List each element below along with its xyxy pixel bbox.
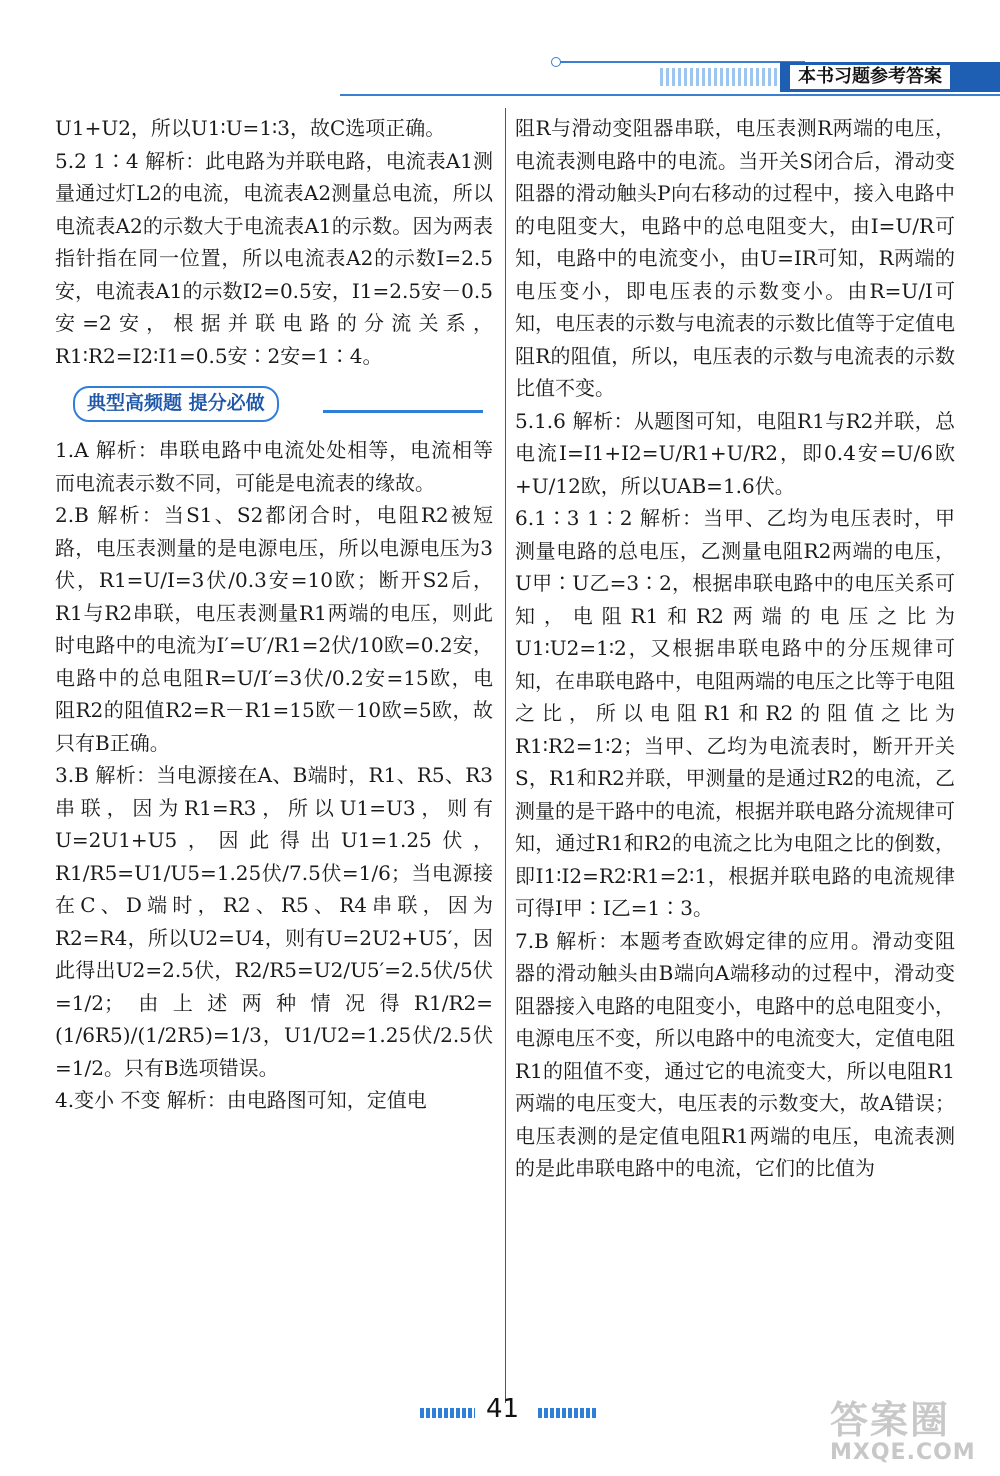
running-header-title: 本书习题参考答案	[790, 65, 950, 89]
footer-decoration-right	[538, 1408, 598, 1418]
header-rule	[555, 61, 805, 63]
column-divider	[505, 108, 506, 1403]
answer-paragraph: 6.1∶3 1∶2 解析：当甲、乙均为电压表时，甲测量电路的总电压，乙测量电阻R2两端的电压，U甲∶U乙=3∶2，根据串联电路中的电压关系可知，电阻R1和R2两端的电压之比为U1∶U2=1∶2，又根据串联电路中的分压规律可知，在串联电路中，电阻两端的电压之比等于电阻之比，所以电阻R1和R2的阻值之比为R1∶R2=1∶2；当甲、乙均为电流表时，断开开关S，R1和R2并联，甲测量的是通过R2的电流，乙测量的是干路中的电流，根据并联电路分流规律可知，通过R1和R2的电流之比为电阻之比的倒数，即I1∶I2=R2∶R1=2∶1，根据并联电路的电流规律可得I甲∶I乙=1∶3。	[515, 506, 955, 920]
section-heading-label: 典型高频题 提分必做	[73, 386, 279, 422]
right-column	[515, 112, 955, 1185]
answer-paragraph: 5.2 1∶4 解析：此电路为并联电路，电流表A1测量通过灯L2的电流，电流表A2测量总电流，所以电流表A2的示数大于电流表A1的示数。因为两表指针指在同一位置，所以电流表A2的示数I=2.5安，电流表A1的示数I2=0.5安，I1=2.5安－0.5安=2安，根据并联电路的分流关系，R1∶R2=I2∶I1=0.5安∶2安=1∶4。	[55, 148, 493, 368]
answer-paragraph: 7.B 解析：本题考查欧姆定律的应用。滑动变阻器的滑动触头由B端向A端移动的过程中，滑动变阻器接入电路的电阻变小，电路中的总电阻变小，电源电压不变，所以电路中的电流变大，定值电阻R1的阻值不变，通过它的电流变大，所以电阻R1两端的电压变大，电压表的示数变大，故A错误；电压表测的是定值电阻R1两端的电压，电流表测的是此串联电路中的电流，它们的比值为	[515, 928, 955, 1180]
answer-paragraph: 4.变小 不变 解析：由电路图可知，定值电	[55, 1088, 427, 1112]
answer-paragraph: 3.B 解析：当电源接在A、B端时，R1、R5、R3串联，因为R1=R3，所以U1=U3，则有U=2U1+U5，因此得出U1=1.25伏，R1/R5=U1/U5=1.25伏/7.5伏=1/6；当电源接在C、D端时，R2、R5、R4串联，因为R2=R4，所以U2=U4，则有U=2U2+U5′，因此得出U2=2.5伏，R2/R5=U2/U5′=2.5伏/5伏=1/2；由上述两种情况得R1/R2=(1/6R5)/(1/2R5)=1/3，U1/U2=1.25伏/2.5伏=1/2。只有B选项错误。	[55, 763, 493, 1080]
header-dot	[551, 57, 561, 67]
watermark-logo: 答案圈	[830, 1398, 951, 1442]
footer-decoration-left	[420, 1408, 475, 1418]
answer-paragraph: 5.1.6 解析：从题图可知，电阻R1与R2并联，总电流I=I1+I2=U/R1+U/R2，即0.4安=U/6欧+U/12欧，所以UAB=1.6伏。	[515, 408, 955, 498]
header-underline	[340, 94, 1000, 96]
answer-paragraph: 2.B 解析：当S1、S2都闭合时，电阻R2被短路，电压表测量的是电源电压，所以电源电压为3伏，R1=U/I=3伏/0.3安=10欧；断开S2后，R1与R2串联，电压表测量R1两端的电压，则此时电路中的电流为I′=U′/R1=2伏/10欧=0.2安，电路中的总电阻R=U/I′=3伏/0.2安=15欧，电阻R2的阻值R2=R－R1=15欧－10欧=5欧，故只有B正确。	[55, 503, 493, 755]
section-heading	[73, 386, 473, 420]
section-heading-rule	[323, 410, 483, 413]
page-footer	[420, 1392, 600, 1432]
answer-paragraph: U1+U2，所以U1∶U=1∶3，故C选项正确。	[55, 116, 446, 140]
page-number: 41	[486, 1394, 520, 1424]
watermark-url: MXQE.COM	[830, 1440, 976, 1465]
watermark	[830, 1400, 990, 1470]
left-column	[55, 112, 493, 1117]
answer-paragraph: 1.A 解析：串联电路中电流处处相等，电流相等而电流表示数不同，可能是电流表的缘故。	[55, 438, 493, 495]
answer-paragraph: 阻R与滑动变阻器串联，电压表测R两端的电压，电流表测电路中的电流。当开关S闭合后，滑动变阻器的滑动触头P向右移动的过程中，接入电路中的电阻变大，电路中的总电阻变大，由I=U/R可知，电路中的电流变小，由U=IR可知，R两端的电压变小，即电压表的示数变小。由R=U/I可知，电压表的示数与电流表的示数比值等于定值电阻R的阻值，所以，电压表的示数与电流表的示数比值不变。	[515, 116, 955, 400]
